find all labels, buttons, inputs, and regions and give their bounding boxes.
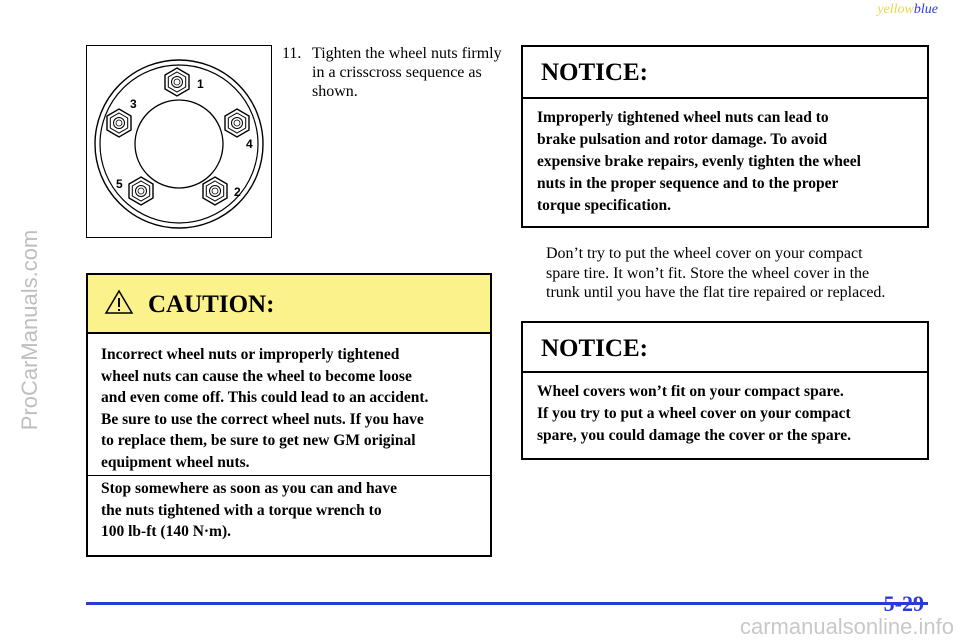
warning-triangle-icon [104,289,134,320]
notice-line: nuts in the proper sequence and to the proper [537,175,839,192]
wheel-nut-5 [129,177,153,205]
caution-divider [88,475,490,476]
wheel-nut-sequence-figure [86,45,272,238]
footer-rule [86,602,928,605]
caution-p1-line: to replace them, be sure to get new GM original [101,432,416,449]
page-number: 5-29 [883,591,924,616]
caution-header [88,275,490,334]
wheel-nut-3 [107,109,131,137]
nut-label-5: 5 [116,177,123,191]
color-tag [877,2,938,18]
notice-title: NOTICE: [541,335,648,362]
caution-p1-line: Be sure to use the correct wheel nuts. If you have [101,410,424,428]
notice-header [523,47,927,99]
wheel-nut-1 [165,68,189,96]
caution-p1-line: Incorrect wheel nuts or improperly tightened [101,346,400,363]
nut-label-3: 3 [130,97,137,111]
side-watermark [0,0,60,640]
caution-box [86,273,492,557]
nut-label-1: 1 [197,77,204,91]
notice-box-torque [521,45,929,228]
caution-p1-line: wheel nuts can cause the wheel to become loose [101,367,412,385]
caution-p2-line: 100 lb-ft (140 N·m). [101,523,232,540]
notice-line: If you try to put a wheel cover on your compact [537,405,851,422]
color-tag-blue: blue [913,2,938,17]
step-text: Tighten the wheel nuts firmly in a crisscross sequence as shown. [312,45,502,100]
nut-label-4: 4 [246,137,253,151]
notice-line: spare, you could damage the cover or the spare. [537,427,852,444]
wheel-hub [135,100,223,188]
notice-line: torque specification. [537,197,672,214]
notice-line: Wheel covers won’t fit on your compact spare. [537,383,844,400]
caution-p2-line: Stop somewhere as soon as you can and have [101,480,397,497]
caution-paragraph-2 [101,478,491,543]
notice-title: NOTICE: [541,59,648,86]
paragraph-line: trunk until you have the flat tire repaired or replaced. [546,284,886,301]
caution-p1-line: and even come off. This could lead to an accident. [101,389,429,406]
color-tag-yellow: yellow [877,2,914,17]
paragraph-line: spare tire. It won’t fit. Store the wheel cover in the [546,264,870,282]
side-watermark-text: ProCarManuals.com [17,229,42,431]
footer-watermark: carmanualsonline.info [739,614,954,639]
notice-body [537,381,927,447]
notice-line: brake pulsation and rotor damage. To avoid [537,131,828,148]
wheel-nut-2 [203,177,227,205]
wheel-diagram [87,46,270,236]
step-number: 11. [282,45,302,62]
caution-p2-line: the nuts tightened with a torque wrench to [101,501,382,519]
notice-body [537,107,927,217]
caution-paragraph-1 [101,344,491,473]
wheel-cover-paragraph [546,244,936,303]
caution-title: CAUTION: [148,291,275,318]
wheel-nut-4 [225,109,249,137]
notice-header [523,323,927,373]
nut-label-2: 2 [234,185,241,199]
notice-box-wheel-cover [521,321,929,460]
caution-p1-line: equipment wheel nuts. [101,453,250,471]
notice-line: expensive brake repairs, evenly tighten the wheel [537,153,861,170]
step-11 [282,44,502,101]
notice-line: Improperly tightened wheel nuts can lead to [537,109,829,126]
paragraph-line: Don’t try to put the wheel cover on your compact [546,245,863,262]
